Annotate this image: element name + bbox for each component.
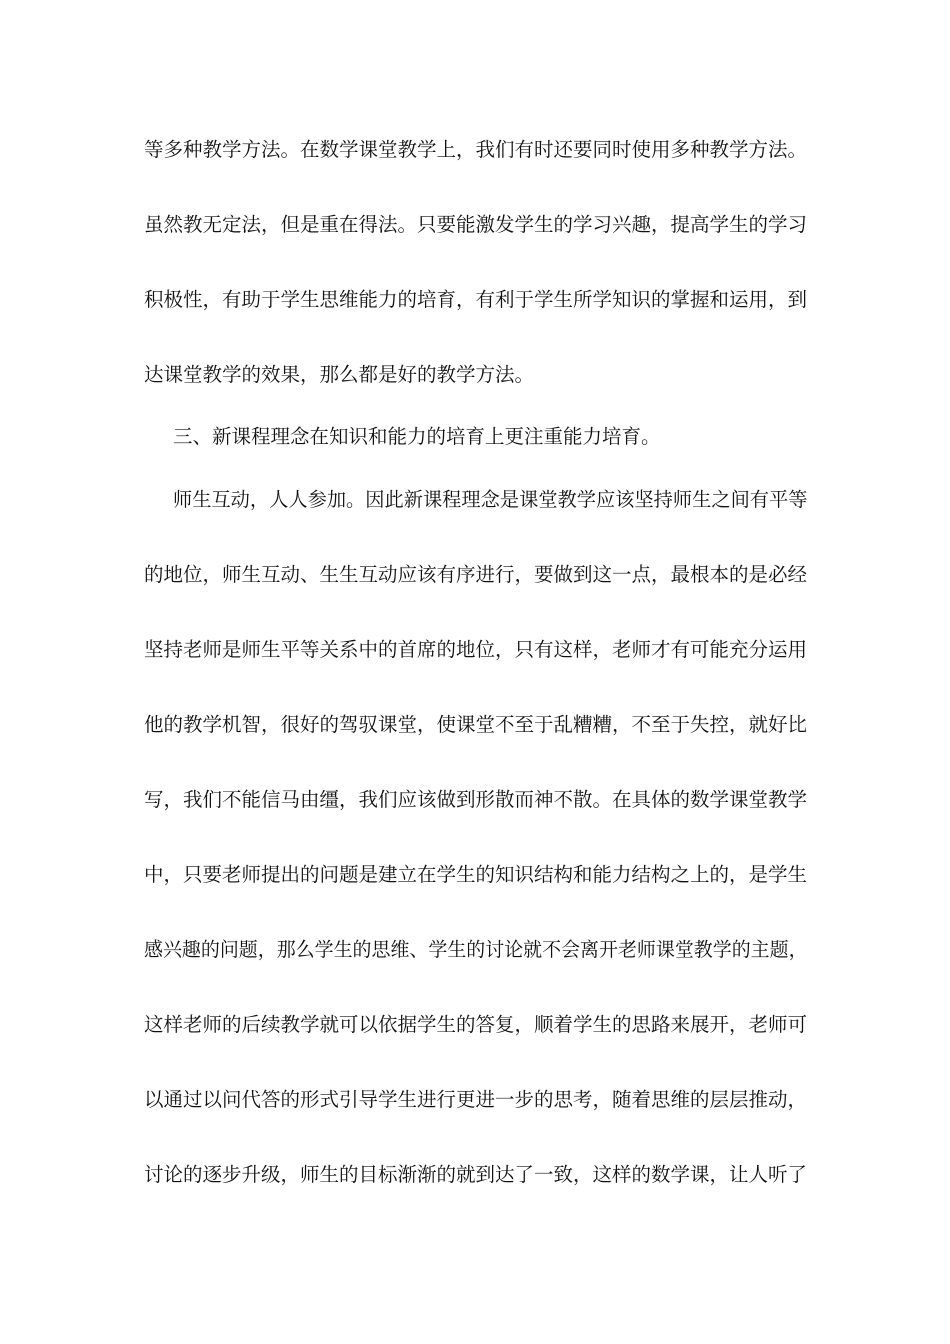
text-line: 虽然教无定法，但是重在得法。只要能激发学生的学习兴趣，提高学生的学习 [144,213,808,236]
text-line: 这样老师的后续教学就可以依据学生的答复，顺着学生的思路来展开，老师可 [144,1013,808,1036]
text-line: 等多种教学方法。在数学课堂教学上，我们有时还要同时使用多种教学方法。 [144,138,808,161]
text-line: 他的教学机智，很好的驾驭课堂，使课堂不至于乱糟糟，不至于失控，就好比 [144,713,808,736]
section-heading: 三、新课程理念在知识和能力的培育上更注重能力培育。 [173,425,661,448]
paragraph-first-line: 师生互动，人人参加。因此新课程理念是课堂教学应该坚持师生之间有平等 [173,488,808,511]
text-line: 讨论的逐步升级，师生的目标渐渐的就到达了一致，这样的数学课，让人听了 [144,1163,808,1186]
text-line: 积极性，有助于学生思维能力的培育，有利于学生所学知识的掌握和运用，到 [144,288,808,311]
text-line: 达课堂教学的效果，那么都是好的教学方法。 [144,363,535,386]
text-line: 坚持老师是师生平等关系中的首席的地位，只有这样，老师才有可能充分运用 [144,638,808,661]
text-line: 中，只要老师提出的问题是建立在学生的知识结构和能力结构之上的，是学生 [144,863,808,886]
text-line: 感兴趣的问题，那么学生的思维、学生的讨论就不会离开老师课堂教学的主题， [144,938,808,961]
text-line: 写，我们不能信马由缰，我们应该做到形散而神不散。在具体的数学课堂教学 [144,788,808,811]
text-line: 的地位，师生互动、生生互动应该有序进行，要做到这一点，最根本的是必经 [144,563,808,586]
text-line: 以通过以问代答的形式引导学生进行更进一步的思考，随着思维的层层推动， [144,1088,808,1111]
